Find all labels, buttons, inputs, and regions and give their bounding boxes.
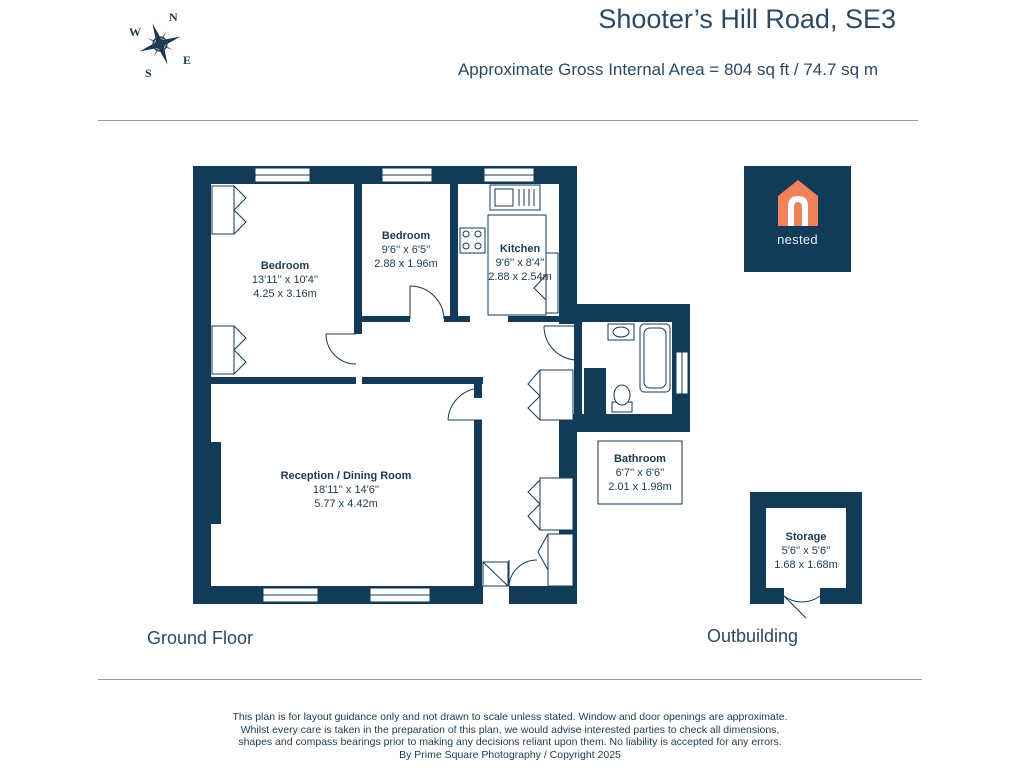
room-metric: 5.77 x 4.42m (314, 498, 378, 510)
room-metric: 4.25 x 3.16m (253, 288, 317, 300)
room-imperial: 13'11'' x 10'4'' (251, 274, 319, 286)
room-bathroom (600, 452, 680, 494)
disclaimer-line: Whilst every care is taken in the preparation of this plan, we would advise interested parties to check all dimensions, (240, 723, 780, 736)
room-imperial: 5'6'' x 5'6'' (781, 545, 831, 557)
entrance-label: IN (519, 591, 529, 602)
room-name: Bedroom (381, 230, 431, 242)
walls (193, 166, 862, 604)
page-title: Shooter’s Hill Road, SE3 (598, 4, 896, 34)
room-imperial: 6'7'' x 6'6'' (615, 467, 665, 479)
compass-n: N (169, 10, 178, 24)
compass-w: W (129, 25, 141, 39)
room-bedroom-2 (364, 229, 448, 271)
room-bedroom-1 (225, 259, 345, 301)
room-imperial: 9'6'' x 6'5'' (381, 244, 431, 256)
room-imperial: 18'11'' x 14'6'' (312, 484, 380, 496)
room-name: Storage (785, 531, 827, 543)
room-metric: 1.68 x 1.68m (774, 559, 838, 571)
room-name: Bedroom (260, 260, 310, 272)
room-metric: 2.88 x 1.96m (374, 258, 438, 270)
room-name: Bathroom (614, 453, 666, 465)
compass-s: S (145, 66, 152, 80)
room-storage (766, 530, 846, 572)
logo-text: nested (777, 232, 818, 247)
disclaimer-line: This plan is for layout guidance only and not drawn to scale unless stated. Window and door openings are approximate. (232, 711, 788, 723)
room-imperial: 9'6'' x 8'4'' (495, 257, 545, 269)
room-kitchen (478, 242, 562, 284)
ground-floor-label: Ground Floor (147, 628, 254, 648)
room-metric: 2.01 x 1.98m (608, 481, 672, 493)
room-name: Reception / Dining Room (280, 470, 412, 482)
room-metric: 2.88 x 2.54m (488, 271, 552, 283)
area-summary: Approximate Gross Internal Area = 804 sq ft / 74.7 sq m (457, 60, 878, 79)
disclaimer (110, 711, 910, 761)
room-name: Kitchen (499, 243, 541, 255)
compass-e: E (183, 53, 192, 67)
outbuilding-label: Outbuilding (707, 626, 799, 646)
copyright: By Prime Square Photography / Copyright 2025 (399, 748, 621, 761)
disclaimer-line: shapes and compass bearings prior to making any decisions reliant upon them. No liability is accepted for any errors. (238, 736, 782, 748)
room-reception (262, 469, 430, 511)
